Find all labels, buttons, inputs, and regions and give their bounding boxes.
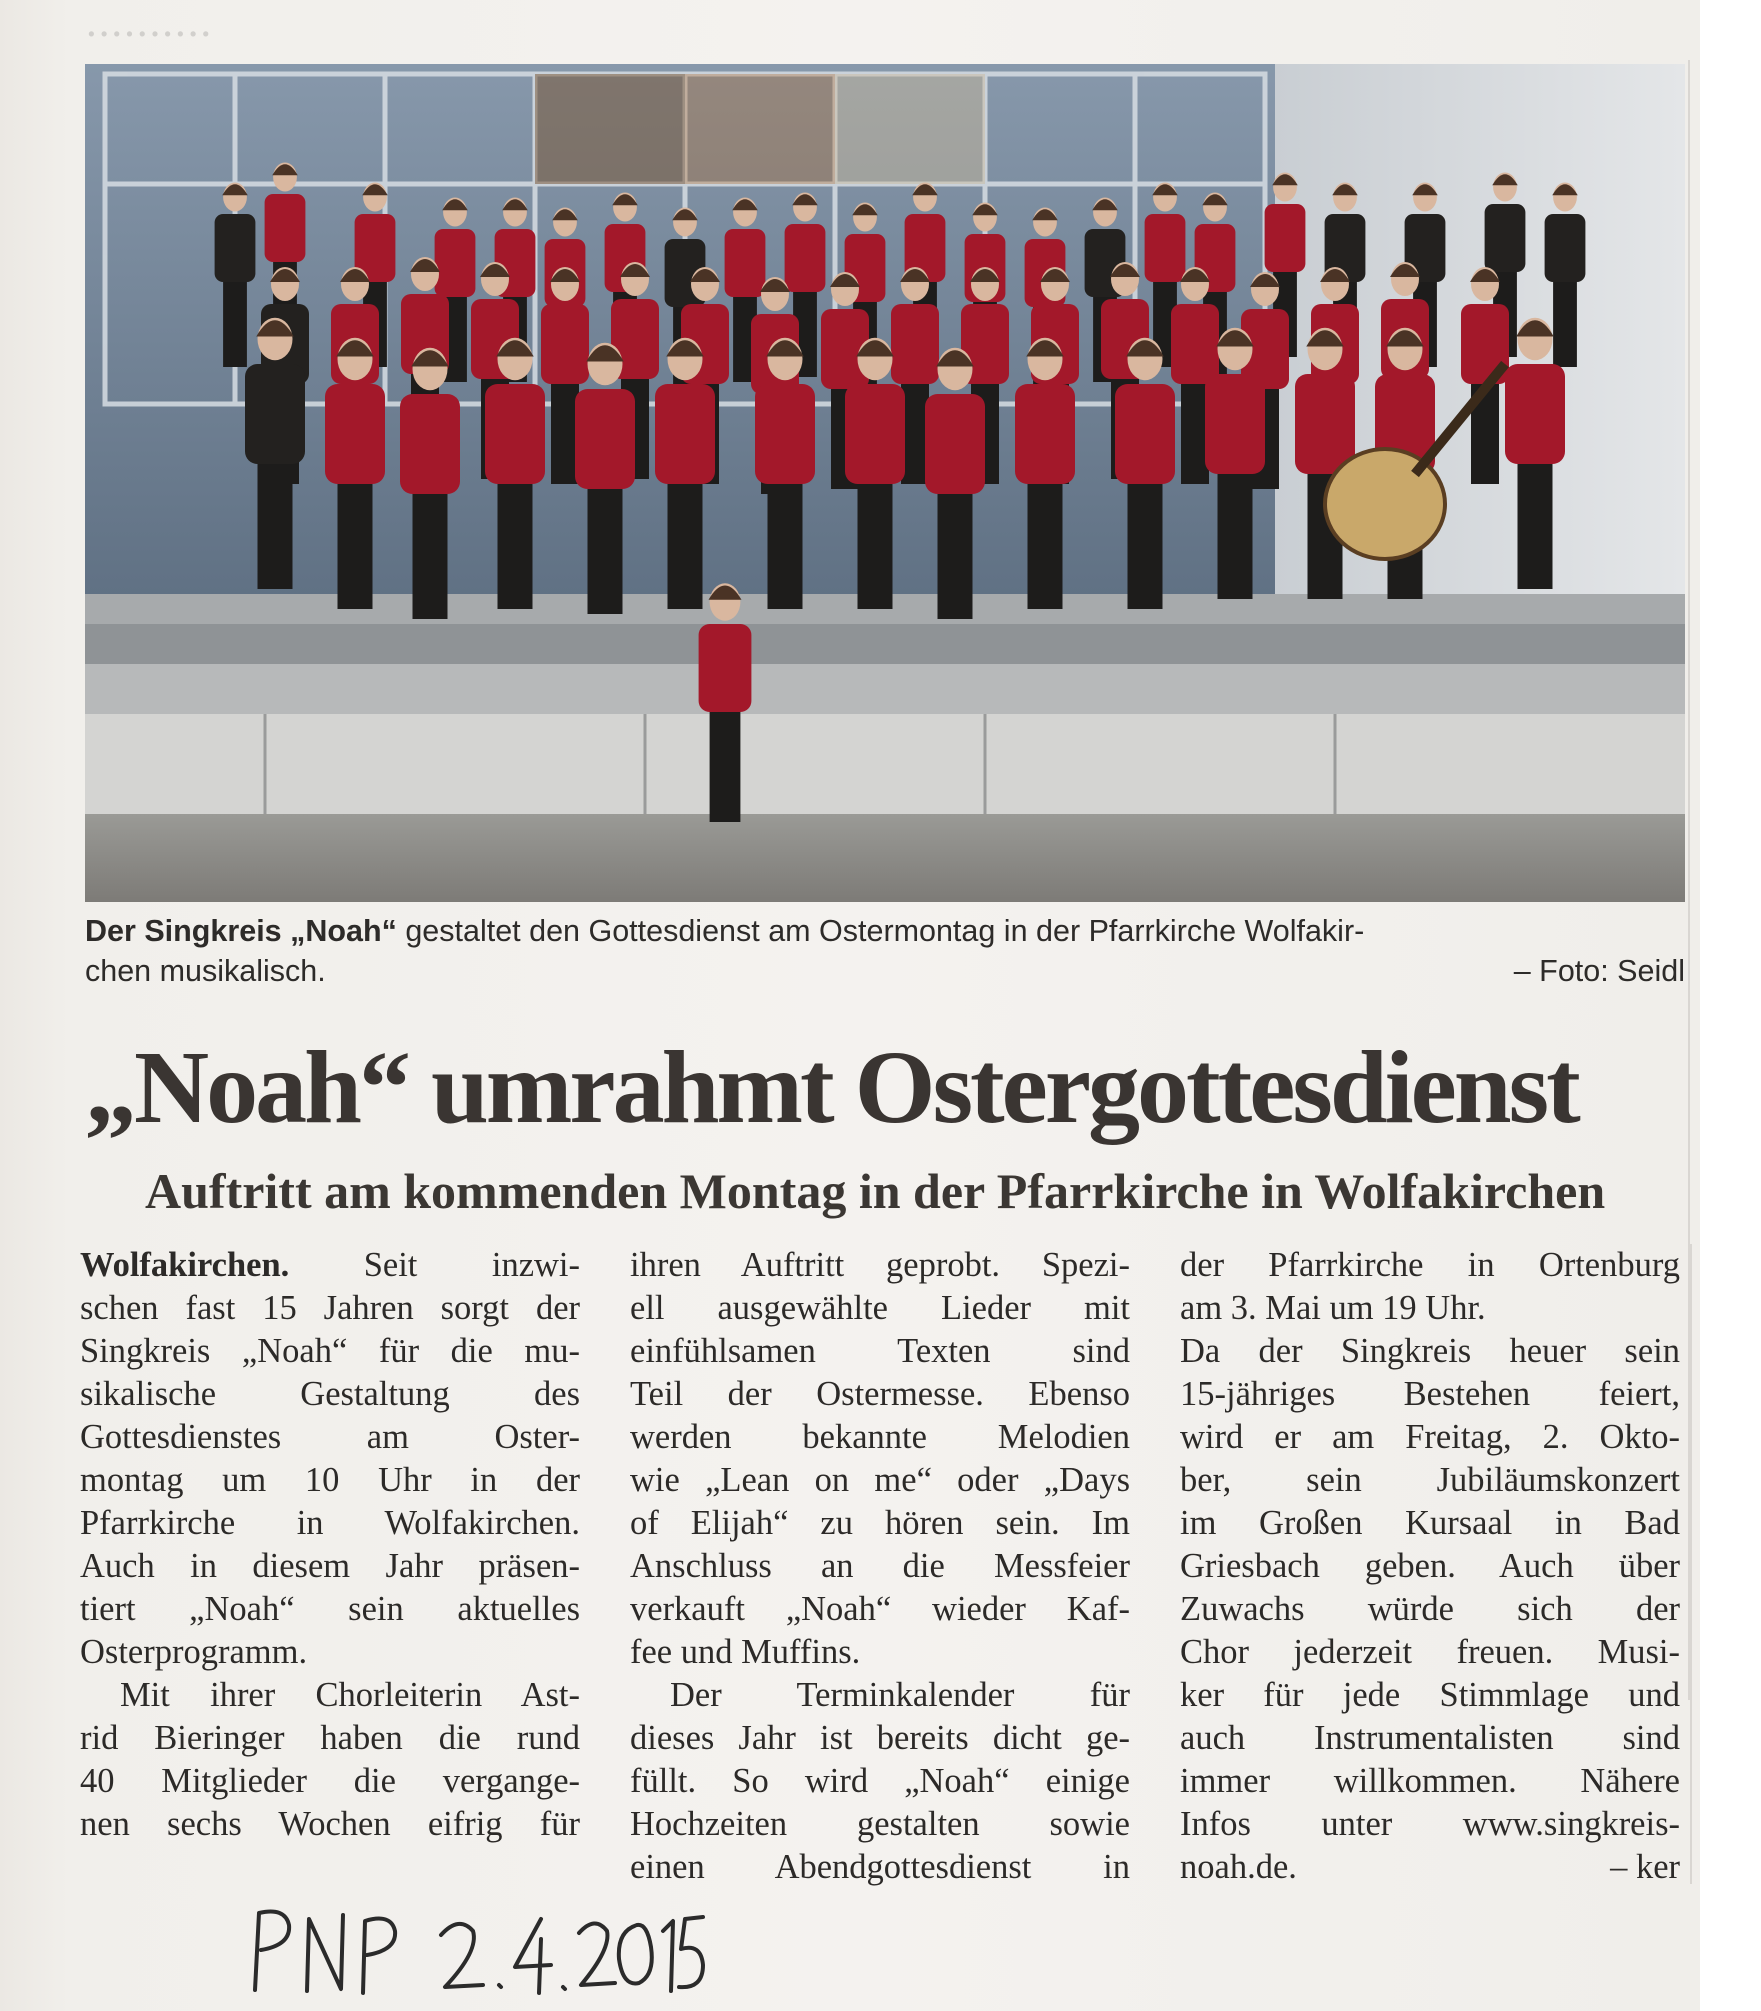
col2-line-12: dieses Jahr ist bereits dicht ge-: [630, 1719, 1130, 1757]
col2-line-15: einen Abendgottesdienst in: [630, 1848, 1130, 1886]
col1-line-9: tiert „Noah“ sein aktuelles: [80, 1590, 580, 1628]
col2-line-5: werden bekannte Melodien: [630, 1418, 1130, 1456]
col3-line-5: wird er am Freitag, 2. Okto-: [1180, 1418, 1680, 1456]
caption-lead: Der Singkreis „Noah“: [85, 914, 397, 948]
col1-line-14: nen sechs Wochen eifrig für: [80, 1805, 580, 1843]
col2-line-4: Teil der Ostermesse. Ebenso: [630, 1375, 1130, 1413]
col2-line-11: Der Terminkalender für: [670, 1676, 1130, 1714]
col1-line-8: Auch in diesem Jahr präsen-: [80, 1547, 580, 1585]
col1-line-11: Mit ihrer Chorleiterin Ast-: [120, 1676, 580, 1714]
col3-line-15: noah.de.: [1180, 1848, 1297, 1886]
article-column-2: [630, 1244, 1130, 1889]
col1-line-6: montag um 10 Uhr in der: [80, 1461, 580, 1499]
signoff-line: [1180, 1846, 1680, 1889]
col2-line-14: Hochzeiten gestalten sowie: [630, 1805, 1130, 1843]
bleed-through-text: ..........: [85, 0, 213, 46]
col3-line-10: Chor jederzeit freuen. Musi-: [1180, 1633, 1680, 1671]
handwritten-signature-icon: [245, 1895, 705, 2005]
author-initials: – ker: [1610, 1848, 1680, 1886]
col3-line-1: der Pfarrkirche in Ortenburg: [1180, 1246, 1680, 1284]
col3-line-9: Zuwachs würde sich der: [1180, 1590, 1680, 1628]
caption-line-1: [85, 911, 1685, 951]
col2-line-7: of Elijah“ zu hören sein. Im: [630, 1504, 1130, 1542]
choir-group-photo-icon: [85, 64, 1685, 902]
caption-rest: gestaltet den Gottesdienst am Ostermontag in der Pfarrkirche Wolfakir-: [396, 914, 1365, 948]
col1-line-1: Seit inzwi-: [289, 1246, 580, 1284]
photo-caption: [85, 911, 1685, 991]
col1-line-10: Osterprogramm.: [80, 1633, 308, 1671]
dateline: Wolfakirchen.: [80, 1246, 290, 1284]
col1-line-2: schen fast 15 Jahren sorgt der: [80, 1289, 580, 1327]
col3-line-13: immer willkommen. Nähere: [1180, 1762, 1680, 1800]
col1-line-4: sikalische Gestaltung des: [80, 1375, 580, 1413]
article-subheadline: Auftritt am kommenden Montag in der Pfarrkirche in Wolfakirchen: [145, 1163, 1606, 1219]
col2-line-10: fee und Muffins.: [630, 1633, 861, 1671]
col2-line-9: verkauft „Noah“ wieder Kaf-: [630, 1590, 1130, 1628]
col3-line-6: ber, sein Jubiläumskonzert: [1180, 1461, 1680, 1499]
handwritten-source-note: [245, 1895, 705, 2005]
col3-line-3: Da der Singkreis heuer sein: [1180, 1332, 1680, 1370]
col2-line-2: ell ausgewählte Lieder mit: [630, 1289, 1130, 1327]
column-rule-body: [1690, 1244, 1692, 1884]
col3-line-7: im Großen Kursaal in Bad: [1180, 1504, 1680, 1542]
article-headline: „Noah“ umrahmt Ostergottesdienst: [85, 1030, 1578, 1145]
col2-line-8: Anschluss an die Messfeier: [630, 1547, 1130, 1585]
col1-line-13: 40 Mitglieder die vergange-: [80, 1762, 580, 1800]
scan-margin: [1700, 0, 1761, 2011]
col3-line-2: am 3. Mai um 19 Uhr.: [1180, 1289, 1486, 1327]
col2-line-1: ihren Auftritt geprobt. Spezi-: [630, 1246, 1130, 1284]
col3-line-14: Infos unter www.singkreis-: [1180, 1805, 1680, 1843]
col1-line-12: rid Bieringer haben die rund: [80, 1719, 580, 1757]
col2-line-13: füllt. So wird „Noah“ einige: [630, 1762, 1130, 1800]
col1-line-7: Pfarrkirche in Wolfakirchen.: [80, 1504, 580, 1542]
col1-line-3: Singkreis „Noah“ für die mu-: [80, 1332, 580, 1370]
col3-line-11: ker für jede Stimmlage und: [1180, 1676, 1680, 1714]
choir-group-photo: [85, 64, 1685, 902]
article-column-1: [80, 1244, 580, 1846]
col1-line-5: Gottesdienstes am Oster-: [80, 1418, 580, 1456]
article-column-3: [1180, 1244, 1680, 1889]
photo-credit: – Foto: Seidl: [1513, 954, 1685, 988]
col3-line-12: auch Instrumentalisten sind: [1180, 1719, 1680, 1757]
caption-line-2: chen musikalisch.: [85, 954, 326, 988]
col3-line-4: 15-jähriges Bestehen feiert,: [1180, 1375, 1680, 1413]
col3-line-8: Griesbach geben. Auch über: [1180, 1547, 1680, 1585]
col2-line-6: wie „Lean on me“ oder „Days: [630, 1461, 1130, 1499]
col2-line-3: einfühlsamen Texten sind: [630, 1332, 1130, 1370]
